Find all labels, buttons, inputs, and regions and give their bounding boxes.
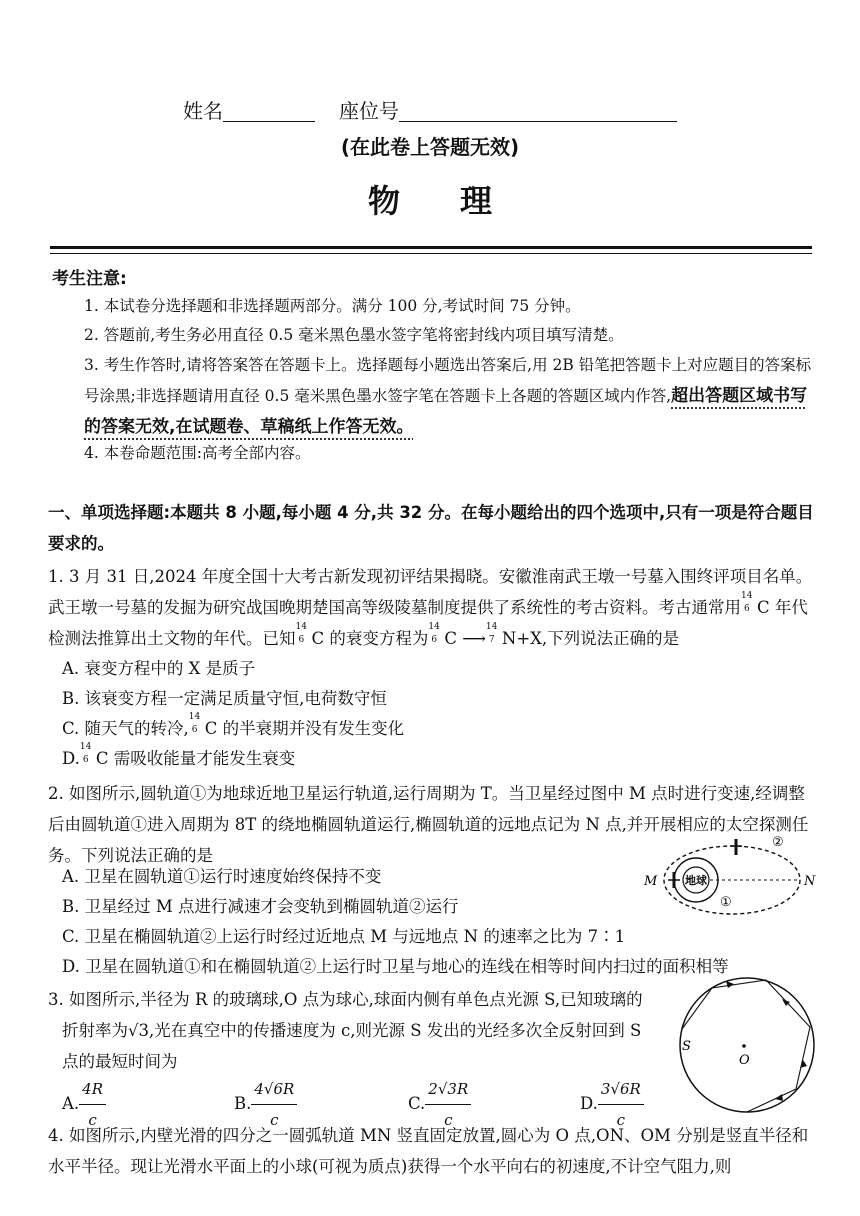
q1-option-a: A. 衰变方程中的 X 是质子: [62, 659, 256, 678]
light-path: [682, 980, 810, 1112]
carbon14-iso-5: 14 6: [79, 742, 92, 765]
center-o-dot: [742, 1044, 746, 1048]
notice-item-1: 1. 本试卷分选择题和非选择题两部分。满分 100 分,考试时间 75 分钟。: [84, 297, 581, 315]
q3-option-c: C. $\frac{2√3R}{c}$: [408, 1074, 471, 1135]
question-4: 4. 如图所示,内壁光滑的四分之一圆弧轨道 MN 竖直固定放置,圆心为 O 点,ON、OM 分别是竖直半径和水平半径。现让光滑水平面上的小球(可视为质点)获得一个水平向右的初速度,不计空气阻力,则: [48, 1126, 809, 1176]
orbit-2-label: ②: [772, 835, 784, 850]
arrow-3-icon: [800, 1060, 807, 1068]
carbon14-iso-2: 14 6: [295, 622, 307, 645]
q1-text-d: C ⟶: [444, 629, 486, 648]
arrow-1-icon: [726, 981, 734, 988]
notice-title: 考生注意:: [52, 269, 127, 289]
q3-option-a: A. $\frac{4R}{c}$: [62, 1074, 106, 1135]
source-s-label: S: [682, 1039, 691, 1054]
point-m-label: M: [644, 874, 658, 889]
question-3-line-2: 折射率为√3,光在真空中的传播速度为 c,则光源 S 发出的光经多次全反射回到 S: [62, 1021, 642, 1040]
q1-option-d: D. 14 6 C 需吸收能量才能发生衰变: [62, 742, 296, 768]
q1-text-a: 1. 3 月 31 日,2024 年度全国十大考古新发现初评结果揭晓。安徽淮南武王墩一号墓入围终评项目名单。武王墩一号墓的发掘为研究战国晚期楚国高等级陵墓制度提供了系统性的考古资料。考古通常用: [48, 567, 813, 617]
header-rule-thick: [50, 246, 812, 249]
carbon14-iso-4: 14 6: [188, 712, 201, 735]
q1-text-b: C 年代检测法推算出土文物的年代。已知: [48, 598, 808, 648]
seat-label: 座位号: [339, 99, 399, 123]
point-n-label: N: [804, 874, 816, 889]
question-3-line-1: 3. 如图所示,半径为 R 的玻璃球,O 点为球心,球面内侧有单色点光源 S,已知玻璃的: [48, 990, 643, 1009]
q3-option-d: D. $\frac{3√6R}{c}$: [580, 1074, 644, 1135]
q1-option-c: C. 随天气的转冷, 14 6 C 的半衰期并没有发生变化: [62, 712, 405, 738]
name-blank: [223, 101, 315, 122]
orbit-diagram: [640, 826, 820, 916]
q3-option-b: B. $\frac{4√6R}{c}$: [234, 1074, 297, 1135]
name-seat-line: [0, 95, 860, 124]
question-3-line-3: 点的最短时间为: [62, 1052, 178, 1071]
invalid-note: (在此卷上答题无效): [340, 135, 520, 159]
q2-option-d: D. 卫星在圆轨道①和在椭圆轨道②上运行时卫星与地心的连线在相等时间内扫过的面积相等: [62, 957, 729, 976]
arrow-4-icon: [775, 1094, 783, 1101]
nitrogen14-iso: 14 7: [485, 622, 498, 645]
name-label: 姓名: [183, 99, 223, 123]
notice-item-2: 2. 答题前,考生务必用直径 0.5 毫米黑色墨水签字笔将密封线内项目填写清楚。: [84, 326, 624, 344]
earth-label: 地球: [685, 874, 707, 887]
q1-text-c: C 的衰变方程为: [311, 629, 429, 648]
notice-item-3-text: 3. 考生作答时,请将答案答在答题卡上。选择题每小题选出答案后,用 2B 铅笔把答题卡上对应题目的答案标号涂黑;非选择题请用直径 0.5 毫米黑色墨水签字笔在答题卡上各题的答题区域内作答,: [84, 356, 812, 405]
carbon14-iso-3: 14 6: [428, 622, 440, 645]
notice-item-4: 4. 本卷命题范围:高考全部内容。: [84, 444, 311, 462]
orbit-1-label: ①: [720, 895, 732, 910]
notice-item-3: [84, 350, 812, 443]
subject-title: 物理: [367, 182, 552, 220]
glass-sphere-diagram: [674, 972, 820, 1118]
q2-option-c: C. 卫星在椭圆轨道②上运行时经过近地点 M 与远地点 N 的速率之比为 7∶1: [62, 927, 626, 946]
question-1: [48, 561, 820, 654]
q1-text-e: N+X,下列说法正确的是: [501, 629, 680, 648]
carbon14-iso: 14 6: [741, 591, 753, 614]
q2-option-b: B. 卫星经过 M 点进行减速才会变轨到椭圆轨道②运行: [62, 897, 459, 916]
question-2: 2. 如图所示,圆轨道①为地球近地卫星运行轨道,运行周期为 T。当卫星经过图中 M 点时进行变速,经调整后由圆轨道①进入周期为 8T 的绕地椭圆轨道运行,椭圆轨道的远地点记为 N 点,并开展相应的太空探测任务。下列说法正确的是: [48, 784, 809, 865]
header-rule-thin: [50, 253, 812, 254]
section-1-header: 一、单项选择题:本题共 8 小题,每小题 4 分,共 32 分。在每小题给出的四个选项中,只有一项是符合题目要求的。: [48, 503, 814, 553]
center-o-label: O: [739, 1053, 750, 1068]
q1-option-b: B. 该衰变方程一定满足质量守恒,电荷数守恒: [62, 689, 387, 708]
q2-option-a: A. 卫星在圆轨道①运行时速度始终保持不变: [62, 867, 382, 886]
notice-item-3-emphasis: 超出答题区域书写的答案无效,在试题卷、草稿纸上作答无效。: [84, 386, 808, 437]
seat-blank: [399, 101, 677, 122]
sphere-circle: [680, 978, 814, 1112]
